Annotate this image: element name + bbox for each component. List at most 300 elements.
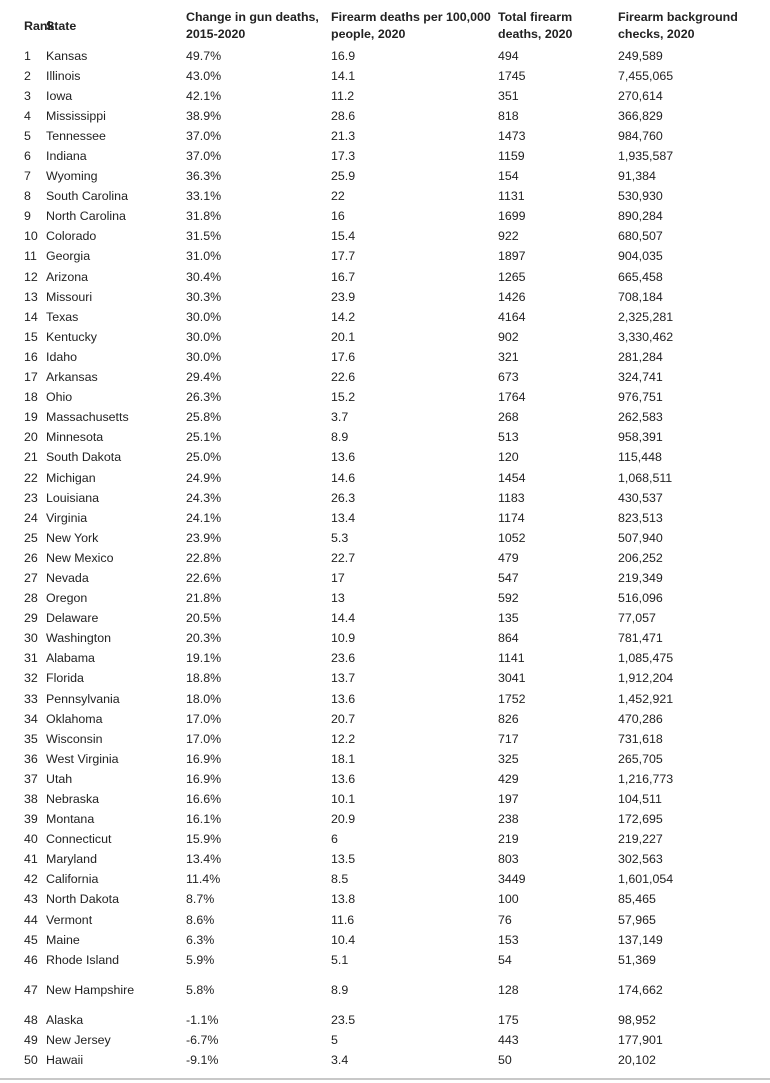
cell-total: 268 <box>498 410 519 425</box>
cell-state: Maryland <box>46 852 97 867</box>
table-row <box>0 528 770 548</box>
cell-change: 37.0% <box>186 149 222 164</box>
cell-rank: 12 <box>24 269 38 284</box>
table-row <box>0 810 770 830</box>
cell-state: Arizona <box>46 269 89 284</box>
cell-rank: 40 <box>24 832 38 847</box>
table-row <box>0 669 770 689</box>
cell-checks: 1,216,773 <box>618 771 674 786</box>
cell-rank: 19 <box>24 410 38 425</box>
table-row <box>0 749 770 769</box>
table-row <box>0 649 770 669</box>
table-row <box>0 830 770 850</box>
cell-checks: 85,465 <box>618 892 656 907</box>
cell-rank: 23 <box>24 490 38 505</box>
cell-state: Delaware <box>46 611 99 626</box>
cell-change: 25.1% <box>186 430 222 445</box>
cell-rank: 17 <box>24 370 38 385</box>
table-row <box>0 950 770 970</box>
cell-rank: 49 <box>24 1032 38 1047</box>
table-row <box>0 247 770 267</box>
cell-rate: 3.7 <box>331 410 349 425</box>
cell-rank: 48 <box>24 1012 38 1027</box>
cell-checks: 781,471 <box>618 631 663 646</box>
cell-checks: 77,057 <box>618 611 656 626</box>
cell-state: New Jersey <box>46 1032 111 1047</box>
cell-change: -1.1% <box>186 1012 219 1027</box>
cell-change: 33.1% <box>186 189 222 204</box>
cell-total: 128 <box>498 982 519 997</box>
cell-total: 3449 <box>498 872 526 887</box>
cell-rank: 47 <box>24 982 38 997</box>
cell-total: 4164 <box>498 309 526 324</box>
cell-change: 5.8% <box>186 982 215 997</box>
table-row <box>0 729 770 749</box>
cell-checks: 115,448 <box>618 450 662 465</box>
cell-rank: 27 <box>24 570 38 585</box>
cell-rank: 10 <box>24 229 38 244</box>
cell-total: 238 <box>498 812 519 827</box>
table-row <box>0 227 770 247</box>
cell-change: 8.6% <box>186 912 215 927</box>
cell-rank: 38 <box>24 792 38 807</box>
table-row <box>0 769 770 789</box>
cell-change: 38.9% <box>186 108 222 123</box>
cell-rate: 22.6 <box>331 370 356 385</box>
cell-change: 20.5% <box>186 611 222 626</box>
cell-state: North Carolina <box>46 209 126 224</box>
cell-state: Colorado <box>46 229 97 244</box>
cell-change: 24.1% <box>186 510 222 525</box>
cell-rank: 42 <box>24 872 38 887</box>
table-row <box>0 468 770 488</box>
cell-rank: 25 <box>24 530 38 545</box>
cell-total: 153 <box>498 932 519 947</box>
cell-total: 321 <box>498 349 519 364</box>
table-row <box>0 187 770 207</box>
cell-rank: 43 <box>24 892 38 907</box>
cell-rank: 29 <box>24 611 38 626</box>
cell-state: New Hampshire <box>46 982 135 997</box>
cell-state: Georgia <box>46 249 91 264</box>
cell-change: 18.0% <box>186 691 222 706</box>
cell-rate: 17.7 <box>331 249 356 264</box>
cell-rate: 18.1 <box>331 751 356 766</box>
cell-total: 120 <box>498 450 519 465</box>
cell-state: Arkansas <box>46 370 98 385</box>
header-rate: Firearm deaths per 100,000 people, 2020 <box>331 10 491 41</box>
cell-state: Montana <box>46 812 95 827</box>
cell-checks: 665,458 <box>618 269 663 284</box>
cell-rank: 37 <box>24 771 38 786</box>
cell-total: 443 <box>498 1032 519 1047</box>
cell-rate: 14.1 <box>331 68 356 83</box>
cell-state: Rhode Island <box>46 952 120 967</box>
table-row <box>0 167 770 187</box>
cell-rate: 20.7 <box>331 711 356 726</box>
cell-change: 5.9% <box>186 952 215 967</box>
cell-state: Tennessee <box>46 128 106 143</box>
cell-change: 43.0% <box>186 68 222 83</box>
cell-rank: 4 <box>24 108 31 123</box>
cell-state: Alaska <box>46 1012 84 1027</box>
cell-change: 22.6% <box>186 570 222 585</box>
cell-change: 15.9% <box>186 832 222 847</box>
cell-state: Oklahoma <box>46 711 103 726</box>
cell-rate: 17.3 <box>331 149 356 164</box>
cell-rank: 24 <box>24 510 38 525</box>
cell-total: 1752 <box>498 691 526 706</box>
cell-checks: 708,184 <box>618 289 663 304</box>
cell-total: 513 <box>498 430 519 445</box>
cell-state: Connecticut <box>46 832 112 847</box>
cell-rate: 13 <box>331 591 345 606</box>
table-row <box>0 589 770 609</box>
cell-rank: 13 <box>24 289 38 304</box>
table-bottom-border <box>0 1078 770 1080</box>
cell-rank: 11 <box>24 249 37 264</box>
cell-checks: 206,252 <box>618 550 663 565</box>
table-row <box>0 126 770 146</box>
cell-change: 42.1% <box>186 88 222 103</box>
cell-total: 1183 <box>498 490 525 505</box>
cell-change: 20.3% <box>186 631 222 646</box>
cell-rate: 14.2 <box>331 309 356 324</box>
cell-state: Nevada <box>46 570 89 585</box>
cell-total: 1745 <box>498 68 526 83</box>
table-row <box>0 267 770 287</box>
cell-total: 494 <box>498 48 519 63</box>
cell-rate: 10.1 <box>331 792 356 807</box>
cell-checks: 104,511 <box>618 792 662 807</box>
cell-rate: 11.6 <box>331 912 355 927</box>
cell-change: 49.7% <box>186 48 222 63</box>
cell-rank: 16 <box>24 349 38 364</box>
cell-checks: 7,455,065 <box>618 68 674 83</box>
cell-rate: 22 <box>331 189 345 204</box>
cell-state: New Mexico <box>46 550 114 565</box>
cell-state: Michigan <box>46 470 96 485</box>
cell-state: Nebraska <box>46 792 100 807</box>
cell-rate: 13.6 <box>331 691 356 706</box>
cell-checks: 265,705 <box>618 751 663 766</box>
cell-total: 1897 <box>498 249 526 264</box>
cell-rank: 22 <box>24 470 38 485</box>
cell-checks: 823,513 <box>618 510 663 525</box>
cell-rate: 22.7 <box>331 550 356 565</box>
cell-checks: 172,695 <box>618 812 663 827</box>
cell-change: 30.3% <box>186 289 222 304</box>
cell-checks: 177,901 <box>618 1032 663 1047</box>
cell-rank: 7 <box>24 169 31 184</box>
cell-checks: 51,369 <box>618 952 656 967</box>
cell-rate: 20.1 <box>331 329 356 344</box>
cell-rank: 31 <box>24 651 38 666</box>
cell-checks: 174,662 <box>618 982 663 997</box>
cell-rank: 15 <box>24 329 38 344</box>
cell-rank: 18 <box>24 390 38 405</box>
cell-rate: 15.4 <box>331 229 356 244</box>
cell-change: 30.0% <box>186 309 222 324</box>
cell-rate: 8.5 <box>331 872 349 887</box>
cell-total: 325 <box>498 751 519 766</box>
table-row <box>0 1051 770 1071</box>
cell-rank: 14 <box>24 309 38 324</box>
cell-checks: 366,829 <box>618 108 663 123</box>
cell-rank: 21 <box>24 450 38 465</box>
cell-change: 24.9% <box>186 470 222 485</box>
cell-change: 18.8% <box>186 671 222 686</box>
cell-state: North Dakota <box>46 892 120 907</box>
table-row <box>0 488 770 508</box>
cell-rank: 5 <box>24 128 31 143</box>
cell-total: 429 <box>498 771 519 786</box>
cell-change: 31.8% <box>186 209 222 224</box>
cell-change: 31.5% <box>186 229 222 244</box>
cell-total: 1141 <box>498 651 525 666</box>
cell-total: 717 <box>498 731 519 746</box>
cell-rate: 8.9 <box>331 430 349 445</box>
cell-state: Alabama <box>46 651 95 666</box>
cell-total: 902 <box>498 329 519 344</box>
cell-state: Maine <box>46 932 80 947</box>
cell-change: 25.8% <box>186 410 222 425</box>
table-row <box>0 870 770 890</box>
cell-state: West Virginia <box>46 751 119 766</box>
cell-checks: 1,068,511 <box>618 470 673 485</box>
cell-checks: 904,035 <box>618 249 663 264</box>
cell-checks: 984,760 <box>618 128 663 143</box>
cell-state: Texas <box>46 309 79 324</box>
cell-rate: 10.4 <box>331 932 356 947</box>
cell-rate: 13.7 <box>331 671 356 686</box>
cell-total: 673 <box>498 370 519 385</box>
header-rank: Rank <box>24 18 55 33</box>
table-row <box>0 287 770 307</box>
cell-checks: 219,227 <box>618 832 663 847</box>
table-row <box>0 307 770 327</box>
cell-rank: 28 <box>24 591 38 606</box>
cell-checks: 20,102 <box>618 1053 656 1068</box>
cell-state: Wyoming <box>46 169 98 184</box>
cell-total: 1473 <box>498 128 526 143</box>
cell-change: 30.0% <box>186 329 222 344</box>
cell-rate: 17.6 <box>331 349 356 364</box>
cell-rank: 50 <box>24 1053 38 1068</box>
cell-state: Pennsylvania <box>46 691 120 706</box>
table-row <box>0 930 770 950</box>
cell-rank: 1 <box>24 48 31 63</box>
table-row <box>0 508 770 528</box>
cell-rate: 3.4 <box>331 1053 349 1068</box>
cell-rank: 35 <box>24 731 38 746</box>
cell-checks: 731,618 <box>618 731 663 746</box>
cell-total: 592 <box>498 591 519 606</box>
cell-total: 351 <box>498 88 519 103</box>
cell-change: 19.1% <box>186 651 222 666</box>
cell-total: 1052 <box>498 530 526 545</box>
cell-rate: 6 <box>331 832 338 847</box>
cell-checks: 516,096 <box>618 591 663 606</box>
table-row <box>0 86 770 106</box>
cell-rank: 2 <box>24 68 31 83</box>
cell-rank: 26 <box>24 550 38 565</box>
cell-rank: 6 <box>24 149 31 164</box>
cell-state: Oregon <box>46 591 88 606</box>
table-row <box>0 568 770 588</box>
cell-checks: 890,284 <box>618 209 663 224</box>
header-row <box>0 6 770 46</box>
cell-checks: 976,751 <box>618 390 663 405</box>
cell-checks: 958,391 <box>618 430 663 445</box>
cell-checks: 430,537 <box>618 490 663 505</box>
table-row <box>0 910 770 930</box>
cell-rate: 13.6 <box>331 450 356 465</box>
table-row <box>0 890 770 910</box>
table-row <box>0 1030 770 1050</box>
cell-state: Wisconsin <box>46 731 103 746</box>
table-row <box>0 789 770 809</box>
cell-state: Mississippi <box>46 108 106 123</box>
header-change: Change in gun deaths, 2015-2020 <box>186 10 319 41</box>
cell-state: Kentucky <box>46 329 97 344</box>
cell-change: 8.7% <box>186 892 215 907</box>
cell-checks: 137,149 <box>618 932 663 947</box>
table-row <box>0 388 770 408</box>
cell-total: 922 <box>498 229 519 244</box>
table-row <box>0 609 770 629</box>
table-row <box>0 347 770 367</box>
cell-change: 24.3% <box>186 490 222 505</box>
cell-rate: 5.3 <box>331 530 349 545</box>
cell-rate: 23.9 <box>331 289 356 304</box>
cell-checks: 281,284 <box>618 349 663 364</box>
cell-total: 826 <box>498 711 519 726</box>
cell-checks: 249,589 <box>618 48 663 63</box>
table-row <box>0 146 770 166</box>
cell-change: 30.0% <box>186 349 222 364</box>
cell-total: 1699 <box>498 209 526 224</box>
cell-total: 50 <box>498 1053 512 1068</box>
cell-change: 6.3% <box>186 932 215 947</box>
table-row <box>0 408 770 428</box>
cell-total: 154 <box>498 169 519 184</box>
cell-rank: 9 <box>24 209 31 224</box>
cell-change: -9.1% <box>186 1053 219 1068</box>
cell-rank: 44 <box>24 912 38 927</box>
cell-change: -6.7% <box>186 1032 219 1047</box>
cell-state: Kansas <box>46 48 88 63</box>
table-body <box>0 46 770 1071</box>
cell-total: 864 <box>498 631 519 646</box>
cell-rate: 17 <box>331 570 345 585</box>
cell-checks: 1,452,921 <box>618 691 674 706</box>
cell-total: 76 <box>498 912 512 927</box>
cell-total: 175 <box>498 1012 519 1027</box>
table-row <box>0 368 770 388</box>
cell-rank: 32 <box>24 671 38 686</box>
cell-checks: 1,601,054 <box>618 872 674 887</box>
table-row <box>0 1010 770 1030</box>
cell-change: 31.0% <box>186 249 222 264</box>
cell-total: 1454 <box>498 470 526 485</box>
cell-rank: 36 <box>24 751 38 766</box>
cell-rank: 3 <box>24 88 31 103</box>
cell-total: 1131 <box>498 189 525 204</box>
cell-checks: 219,349 <box>618 570 663 585</box>
cell-state: New York <box>46 530 99 545</box>
cell-rate: 13.8 <box>331 892 356 907</box>
cell-rank: 20 <box>24 430 38 445</box>
cell-total: 1426 <box>498 289 526 304</box>
cell-checks: 57,965 <box>618 912 656 927</box>
cell-change: 17.0% <box>186 711 222 726</box>
cell-checks: 680,507 <box>618 229 663 244</box>
header-state: State <box>46 18 77 33</box>
cell-rank: 41 <box>24 852 38 867</box>
cell-total: 219 <box>498 832 519 847</box>
cell-change: 13.4% <box>186 852 222 867</box>
table-row <box>0 689 770 709</box>
cell-change: 25.0% <box>186 450 222 465</box>
cell-state: Ohio <box>46 390 73 405</box>
cell-total: 100 <box>498 892 519 907</box>
cell-rate: 12.2 <box>331 731 356 746</box>
cell-checks: 98,952 <box>618 1012 656 1027</box>
cell-rate: 14.4 <box>331 611 356 626</box>
table-row <box>0 629 770 649</box>
cell-state: Idaho <box>46 349 78 364</box>
cell-checks: 270,614 <box>618 88 663 103</box>
cell-rate: 11.2 <box>331 88 355 103</box>
table-row <box>0 970 770 1010</box>
cell-rate: 14.6 <box>331 470 356 485</box>
cell-state: Iowa <box>46 88 73 103</box>
cell-total: 1265 <box>498 269 526 284</box>
cell-total: 479 <box>498 550 519 565</box>
cell-state: Vermont <box>46 912 93 927</box>
header-checks: Firearm background checks, 2020 <box>618 10 738 41</box>
cell-change: 29.4% <box>186 370 222 385</box>
cell-checks: 91,384 <box>618 169 656 184</box>
cell-state: Louisiana <box>46 490 100 505</box>
cell-state: Minnesota <box>46 430 104 445</box>
cell-change: 23.9% <box>186 530 222 545</box>
table-row <box>0 207 770 227</box>
cell-change: 16.6% <box>186 792 222 807</box>
table-row <box>0 428 770 448</box>
cell-change: 11.4% <box>186 872 221 887</box>
cell-checks: 2,325,281 <box>618 309 674 324</box>
cell-rate: 5 <box>331 1032 338 1047</box>
cell-rank: 34 <box>24 711 38 726</box>
cell-change: 16.9% <box>186 771 222 786</box>
cell-state: Utah <box>46 771 73 786</box>
cell-rate: 20.9 <box>331 812 356 827</box>
cell-state: Hawaii <box>46 1053 84 1068</box>
cell-change: 16.1% <box>186 812 222 827</box>
cell-checks: 262,583 <box>618 410 663 425</box>
cell-total: 1159 <box>498 149 525 164</box>
cell-rate: 16.9 <box>331 48 356 63</box>
cell-rate: 13.4 <box>331 510 356 525</box>
cell-checks: 1,085,475 <box>618 651 674 666</box>
cell-total: 135 <box>498 611 519 626</box>
table-row <box>0 850 770 870</box>
cell-rate: 13.6 <box>331 771 356 786</box>
cell-rate: 25.9 <box>331 169 356 184</box>
cell-change: 36.3% <box>186 169 222 184</box>
